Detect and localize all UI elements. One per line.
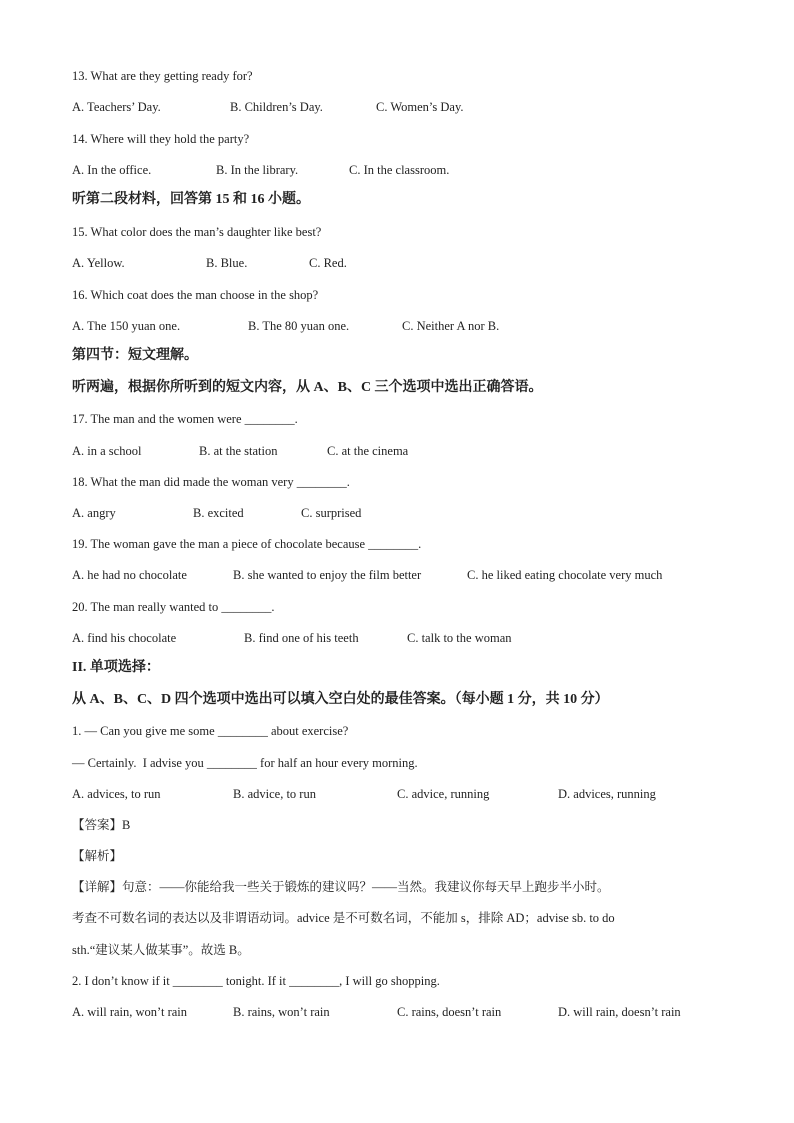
mc-2-stem: 2. I don’t know if it ________ tonight. If it ________, I will go shopping. <box>72 974 440 988</box>
option-b[interactable]: B. The 80 yuan one. <box>248 319 350 333</box>
option-b[interactable]: B. rains, won’t rain <box>233 1005 330 1019</box>
question-16-options <box>72 318 754 334</box>
detail-line-1: 【详解】句意：——你能给我一些关于锻炼的建议吗？——当然。我建议你每天早上跑步半小时。 <box>72 880 610 894</box>
detail-line-3: sth.“建议某人做某事”。故选 B。 <box>72 943 250 957</box>
option-c[interactable]: C. Red. <box>309 256 347 270</box>
mc-1-options <box>72 786 754 802</box>
option-c[interactable]: C. surprised <box>301 506 362 520</box>
option-b[interactable]: B. at the station <box>199 444 278 458</box>
option-c[interactable]: C. Women’s Day. <box>376 100 464 114</box>
mc-2-options <box>72 1004 754 1020</box>
option-a[interactable]: A. find his chocolate <box>72 631 177 645</box>
option-b[interactable]: B. find one of his teeth <box>244 631 359 645</box>
option-c[interactable]: C. advice, running <box>397 787 490 801</box>
question-17-stem: 17. The man and the women were ________. <box>72 412 298 426</box>
question-14-stem: 14. Where will they hold the party? <box>72 132 250 146</box>
question-19-options <box>72 567 754 583</box>
option-d[interactable]: D. will rain, doesn’t rain <box>558 1005 681 1019</box>
option-c[interactable]: C. at the cinema <box>327 444 409 458</box>
option-a[interactable]: A. angry <box>72 506 116 520</box>
mc-1-line-1: 1. — Can you give me some ________ about exercise? <box>72 724 349 738</box>
option-a[interactable]: A. will rain, won’t rain <box>72 1005 188 1019</box>
analysis-label: 【解析】 <box>72 849 123 863</box>
question-14-options <box>72 162 754 178</box>
option-b[interactable]: B. advice, to run <box>233 787 316 801</box>
option-b[interactable]: B. In the library. <box>216 163 299 177</box>
option-a[interactable]: A. In the office. <box>72 163 152 177</box>
answer-label: 【答案】B <box>72 818 131 832</box>
option-a[interactable]: A. Yellow. <box>72 256 125 270</box>
option-b[interactable]: B. Blue. <box>206 256 248 270</box>
option-b[interactable]: B. Children’s Day. <box>230 100 323 114</box>
detail-line-2: 考查不可数名词的表达以及非谓语动词。advice 是不可数名词，不能加 s，排除 AD；advise sb. to do <box>72 911 615 925</box>
question-20-stem: 20. The man really wanted to ________. <box>72 600 275 614</box>
option-c[interactable]: C. talk to the woman <box>407 631 512 645</box>
question-16-stem: 16. Which coat does the man choose in the shop? <box>72 288 319 302</box>
question-15-options <box>72 255 754 271</box>
question-19-stem: 19. The woman gave the man a piece of chocolate because ________. <box>72 537 422 551</box>
question-18-options <box>72 505 754 521</box>
option-a[interactable]: A. Teachers’ Day. <box>72 100 161 114</box>
option-a[interactable]: A. advices, to run <box>72 787 161 801</box>
question-17-options <box>72 443 754 459</box>
option-b[interactable]: B. excited <box>193 506 244 520</box>
option-c[interactable]: C. Neither A nor B. <box>402 319 500 333</box>
part-4-heading: 第四节：短文理解。 <box>72 348 198 363</box>
option-a[interactable]: A. in a school <box>72 444 142 458</box>
section-2-heading: 听第二段材料，回答第 15 和 16 小题。 <box>72 192 310 207</box>
option-a[interactable]: A. he had no chocolate <box>72 568 187 582</box>
part-2-instruction: 从 A、B、C、D 四个选项中选出可以填入空白处的最佳答案。（每小题 1 分，共 10 分） <box>72 692 609 707</box>
option-b[interactable]: B. she wanted to enjoy the film better <box>233 568 422 582</box>
question-18-stem: 18. What the man did made the woman very ________. <box>72 475 350 489</box>
option-c[interactable]: C. In the classroom. <box>349 163 450 177</box>
question-13-stem: 13. What are they getting ready for? <box>72 69 253 83</box>
option-c[interactable]: C. he liked eating chocolate very much <box>467 568 663 582</box>
question-13-options <box>72 99 754 115</box>
question-15-stem: 15. What color does the man’s daughter like best? <box>72 225 322 239</box>
option-d[interactable]: D. advices, running <box>558 787 656 801</box>
mc-1-line-2: — Certainly. I advise you ________ for half an hour every morning. <box>72 756 418 770</box>
question-20-options <box>72 630 754 646</box>
option-c[interactable]: C. rains, doesn’t rain <box>397 1005 502 1019</box>
part-4-instruction: 听两遍，根据你所听到的短文内容，从 A、B、C 三个选项中选出正确答语。 <box>72 380 543 395</box>
option-a[interactable]: A. The 150 yuan one. <box>72 319 181 333</box>
part-2-heading: II. 单项选择： <box>72 660 160 675</box>
